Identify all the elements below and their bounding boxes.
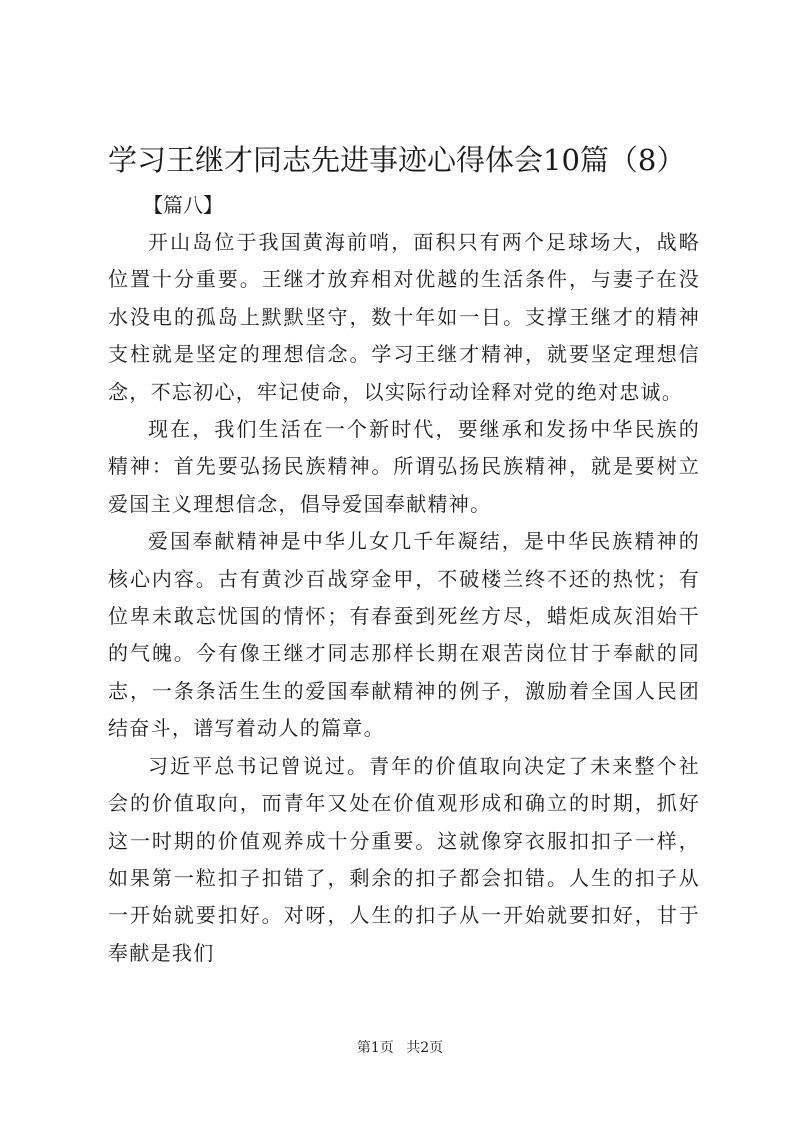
paragraph-2: 现在，我们生活在一个新时代，要继承和发扬中华民族的精神：首先要弘扬民族精神。所谓弘扬民族精神，就是要树立爱国主义理想信念，倡导爱国奉献精神。	[108, 417, 700, 516]
document-title: 学习王继才同志先进事迹心得体会10篇（8）	[108, 143, 686, 177]
page-total: 共2页	[406, 1040, 444, 1056]
section-label: 【篇八】	[143, 193, 223, 217]
page-footer	[0, 1038, 800, 1058]
paragraph-1: 开山岛位于我国黄海前哨，面积只有两个足球场大，战略位置十分重要。王继才放弃相对优越的生活条件，与妻子在没水没电的孤岛上默默坚守，数十年如一日。支撑王继才的精神支柱就是坚定的理想信念。学习王继才精神，就要坚定理想信念，不忘初心，牢记使命，以实际行动诠释对党的绝对忠诚。	[108, 230, 700, 404]
page-number: 第1页	[356, 1040, 394, 1056]
document-body	[108, 224, 700, 972]
paragraph-4: 习近平总书记曾说过。青年的价值取向决定了未来整个社会的价值取向，而青年又处在价值观形成和确立的时期，抓好这一时期的价值观养成十分重要。这就像穿衣服扣扣子一样，如果第一粒扣子扣错了，剩余的扣子都会扣错。人生的扣子从一开始就要扣好。对呀，人生的扣子从一开始就要扣好，甘于奉献是我们	[108, 753, 700, 965]
paragraph-3: 爱国奉献精神是中华儿女几千年凝结，是中华民族精神的核心内容。古有黄沙百战穿金甲，不破楼兰终不还的热忱；有位卑未敢忘忧国的情怀；有春蚕到死丝方尽，蜡炬成灰泪始干的气魄。今有像王继才同志那样长期在艰苦岗位甘于奉献的同志，一条条活生生的爱国奉献精神的例子，激励着全国人民团结奋斗，谱写着动人的篇章。	[108, 529, 700, 741]
